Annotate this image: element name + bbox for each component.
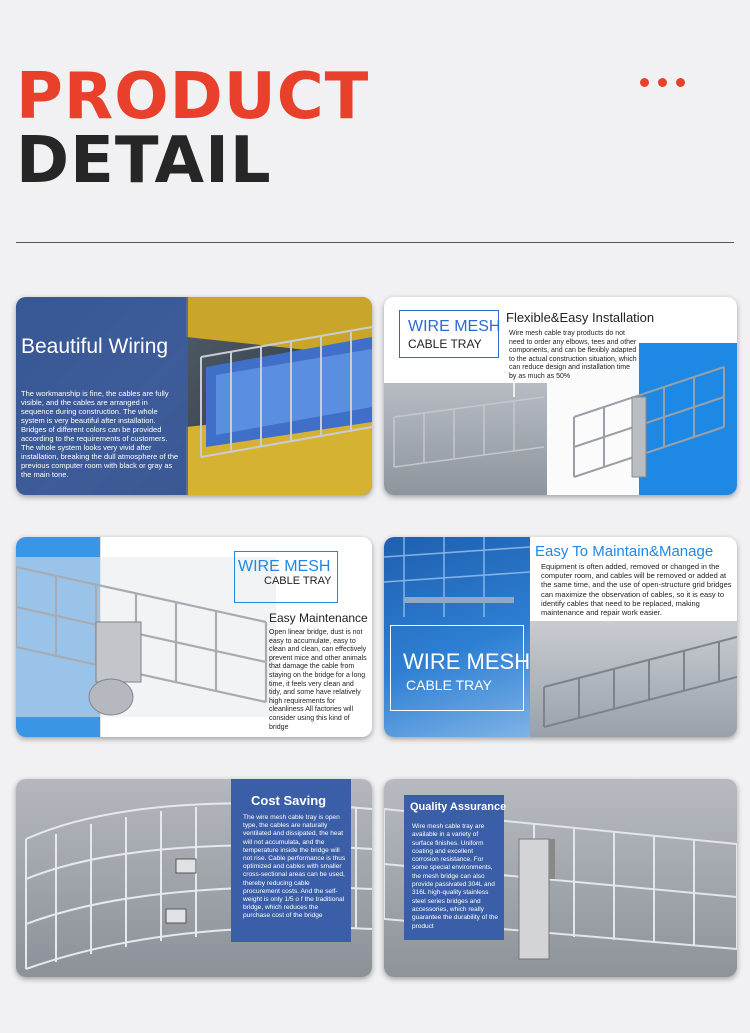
dot-icon (676, 78, 685, 87)
card-title: Flexible&Easy Installation (506, 310, 655, 325)
card-title: Easy Maintenance (269, 611, 368, 625)
logo-cable-tray-text: CABLE TRAY (264, 575, 332, 587)
logo-wire-mesh-text: WIRE MESH (238, 558, 331, 575)
dot-icon (640, 78, 649, 87)
logo-wire-mesh-text: WIRE MESH (408, 318, 501, 335)
card-flexible-installation (384, 297, 737, 495)
card-cost-saving (16, 779, 372, 977)
card-quality-assurance (384, 779, 737, 977)
card-beautiful-wiring (16, 297, 372, 495)
card-easy-maintenance (16, 537, 372, 737)
card-body: Equipment is often added, removed or changed in the computer room, and cables will be removed or added at the same time, and the use of open-structure grid bridges can maximize the observation of cables, so it is easy to identify cables that need to be replaced, making maintenance and repair work easier. (541, 562, 732, 618)
card-title: Quality Assurance (410, 801, 507, 813)
card-body: Wire mesh cable tray products do not need to order any elbows, tees and other components, and can be flexibly adapted to the actual construction situation, which can reduce design and installation time by as much as 50% (509, 330, 637, 380)
page-title-detail: DETAIL (16, 124, 272, 198)
card-maintain-manage (384, 537, 737, 737)
logo-cable-tray-text: CABLE TRAY (406, 677, 492, 693)
card-body: Open linear bridge, dust is not easy to accumulate, easy to clean and clean, can effectively prevent mice and other animals that damage the cable from staying on the bridge for a long time, it feels very clean and tidy, and some have relatively high requirements for cleanliness All factories will consider using this kind of bridge (269, 629, 367, 731)
card-title: Cost Saving (251, 793, 327, 808)
card-title: Beautiful Wiring (21, 335, 169, 358)
card-body: The wire mesh cable tray is open type, the cables are naturally ventilated and dissipated, the heat will not accumulata, and the temperature inside the bridge will not rise. Cable performance is thus optimized and cables with smaller cross-sectional areas can be used, thereby reducing cable procurement costs. And the self-weight is only 1/5 o f the traditional bridge, which reduces the purchase cost of the bridge (243, 814, 346, 920)
card-body: The workmanship is fine, the cables are fully visible, and the cables are arranged in sequence during construction. The whole system is very beautiful after installation. Bridges of different colors can be provided according to the requirements of customers. The whole system looks very vivid after installation, breaking the dull atmosphere of the previous computer room with black or gray as the main tone. (21, 389, 179, 479)
card-title: Easy To Maintain&Manage (535, 543, 714, 560)
card-body: Wire mesh cable tray are available in a variety of surface finishes. Uniform coating and excellent corrosion resistance. For some special environments, the mesh bridge can also provide passivated 304L and 316L high-quality stainless steel series bridges and accessories, which really guarantee the durability of the product (412, 823, 499, 930)
logo-wire-mesh-text: WIRE MESH (403, 649, 531, 674)
dot-icon (658, 78, 667, 87)
decorative-dots (640, 78, 685, 87)
logo-cable-tray-text: CABLE TRAY (408, 337, 482, 351)
page-title-product: PRODUCT (16, 60, 370, 134)
header-divider (16, 242, 734, 243)
